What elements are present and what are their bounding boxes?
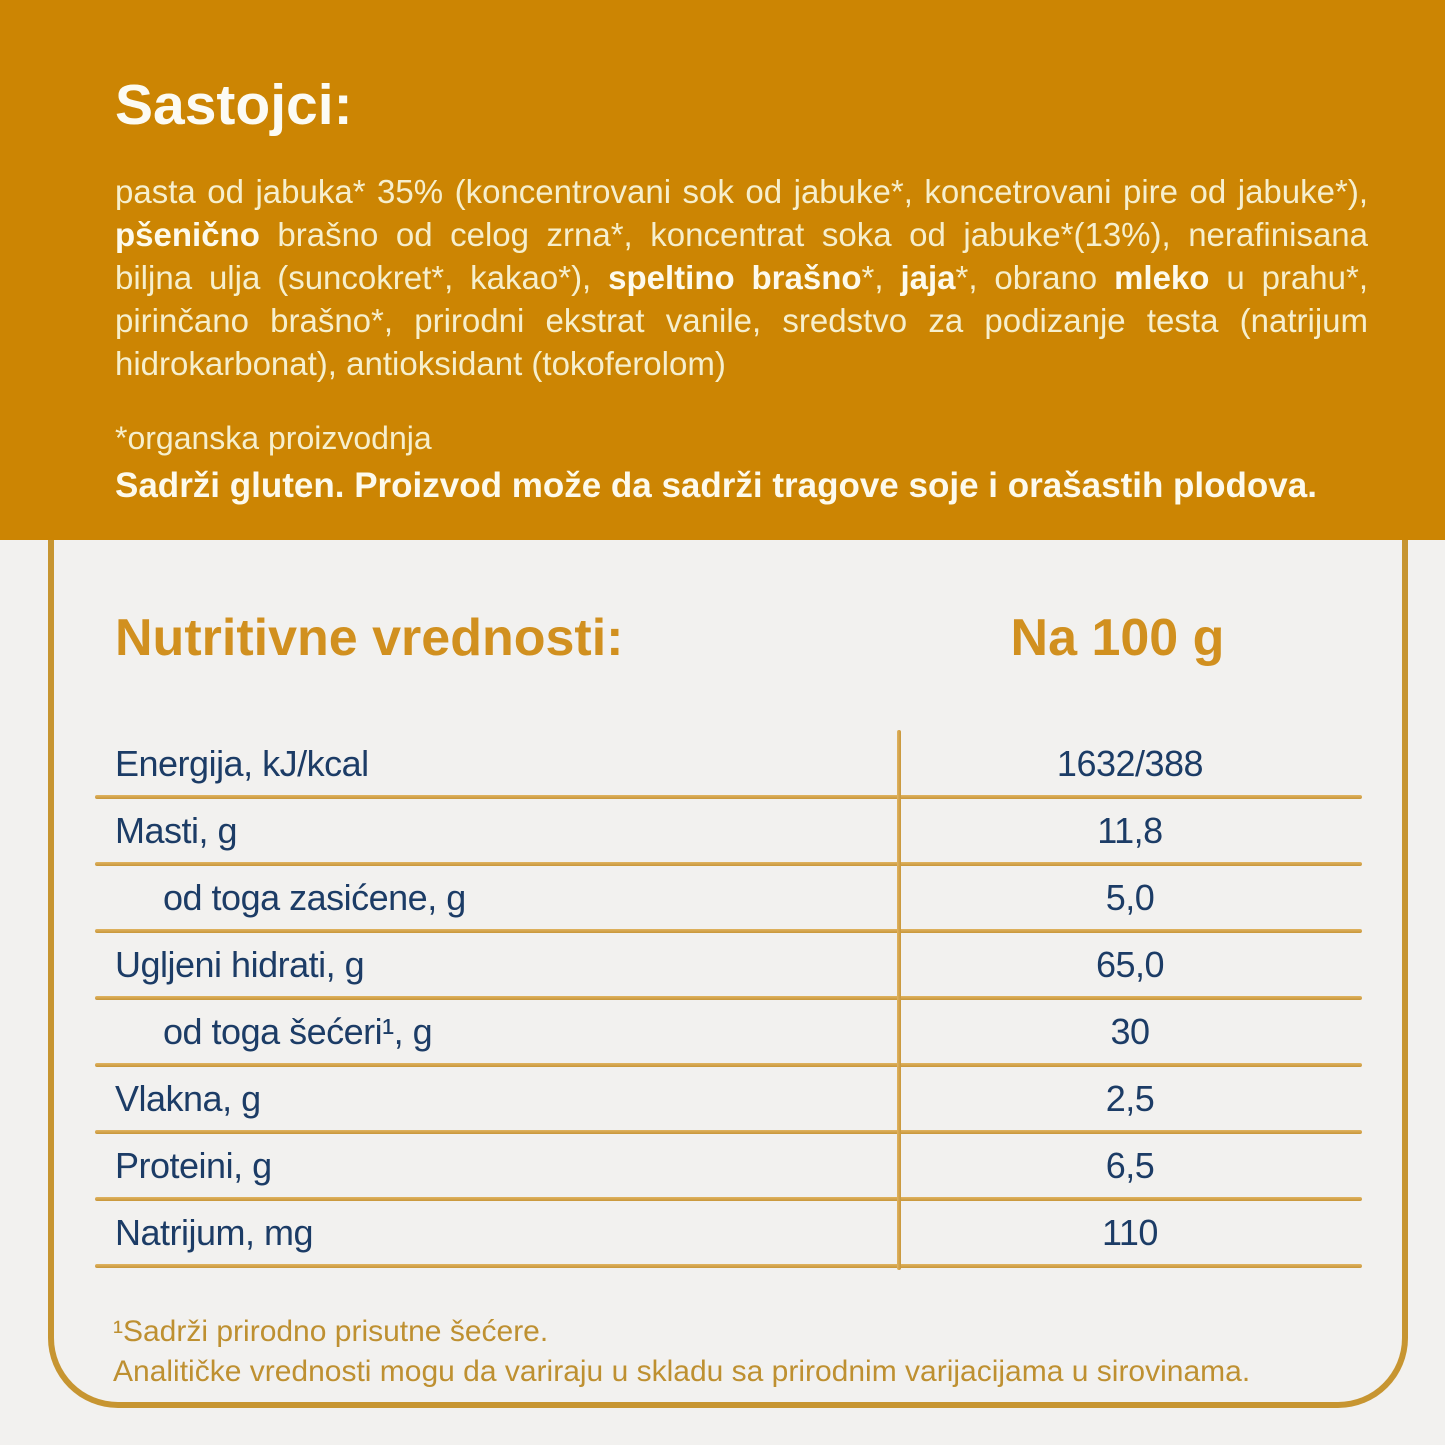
nutrition-title: Nutritivne vrednosti: xyxy=(115,609,624,667)
table-row xyxy=(95,998,1362,1065)
row-label: Natrijum, mg xyxy=(115,1211,314,1253)
row-value: 30 xyxy=(1110,1010,1150,1052)
row-value: 65,0 xyxy=(1095,943,1165,985)
row-value: 6,5 xyxy=(1105,1144,1155,1186)
nutrition-table xyxy=(95,730,1362,1266)
table-row xyxy=(95,864,1362,931)
organic-production-note: *organska proizvodnja xyxy=(115,420,432,456)
table-row xyxy=(95,1132,1362,1199)
table-row xyxy=(95,931,1362,998)
table-row xyxy=(95,797,1362,864)
ingredient-allergen-bold: speltino brašno xyxy=(608,259,862,296)
ingredients-band xyxy=(0,0,1445,540)
table-row xyxy=(95,730,1362,797)
row-value: 2,5 xyxy=(1105,1077,1155,1119)
ingredient-text: *, xyxy=(861,259,901,296)
row-value: 5,0 xyxy=(1105,876,1155,918)
ingredient-text: u prahu*, pirinčano brašno*, prirodni ekstrat vanile, sredstvo za podizanje testa (natrijum hidrokarbonat), antioksidant (tokoferolom) xyxy=(115,259,1368,382)
ingredients-paragraph xyxy=(115,170,1368,385)
row-label: od toga šećeri¹, g xyxy=(163,1010,433,1052)
per-100g-column-header: Na 100 g xyxy=(1010,609,1225,667)
row-label: od toga zasićene, g xyxy=(163,876,466,918)
table-column-divider xyxy=(897,730,901,1270)
row-label: Proteini, g xyxy=(115,1144,272,1186)
ingredient-text: *, obrano xyxy=(955,259,1115,296)
row-label: Vlakna, g xyxy=(115,1077,261,1119)
row-value: 11,8 xyxy=(1097,809,1163,851)
row-label: Ugljeni hidrati, g xyxy=(115,943,365,985)
row-value: 110 xyxy=(1102,1211,1158,1253)
ingredients-title: Sastojci: xyxy=(115,73,353,137)
table-footnotes xyxy=(113,1312,1373,1392)
ingredient-allergen-bold: mleko xyxy=(1114,259,1210,296)
allergen-note: Sadrži gluten. Proizvod može da sadrži tragove soje i orašastih plodova. xyxy=(115,466,1317,505)
table-row xyxy=(95,1065,1362,1132)
table-row xyxy=(95,1199,1362,1266)
row-value: 1632/388 xyxy=(1056,742,1204,784)
row-label: Masti, g xyxy=(115,809,238,851)
ingredient-text: pasta od jabuka* 35% (koncentrovani sok od jabuke*, koncetrovani pire od jabuke*), xyxy=(115,173,1368,210)
footnote-sugars: ¹Sadrži prirodno prisutne šećere. xyxy=(113,1315,549,1348)
ingredient-allergen-bold: pšenično xyxy=(115,216,260,253)
ingredient-allergen-bold: jaja xyxy=(900,259,956,296)
footnote-analytical: Analitičke vrednosti mogu da variraju u skladu sa prirodnim varijacijama u sirovinama. xyxy=(113,1355,1251,1388)
ingredient-text: brašno od celog zrna*, koncentrat soka od jabuke*(13%), nerafinisana biljna ulja (suncokret*, kakao*), xyxy=(115,216,1368,296)
row-label: Energija, kJ/kcal xyxy=(115,742,369,784)
